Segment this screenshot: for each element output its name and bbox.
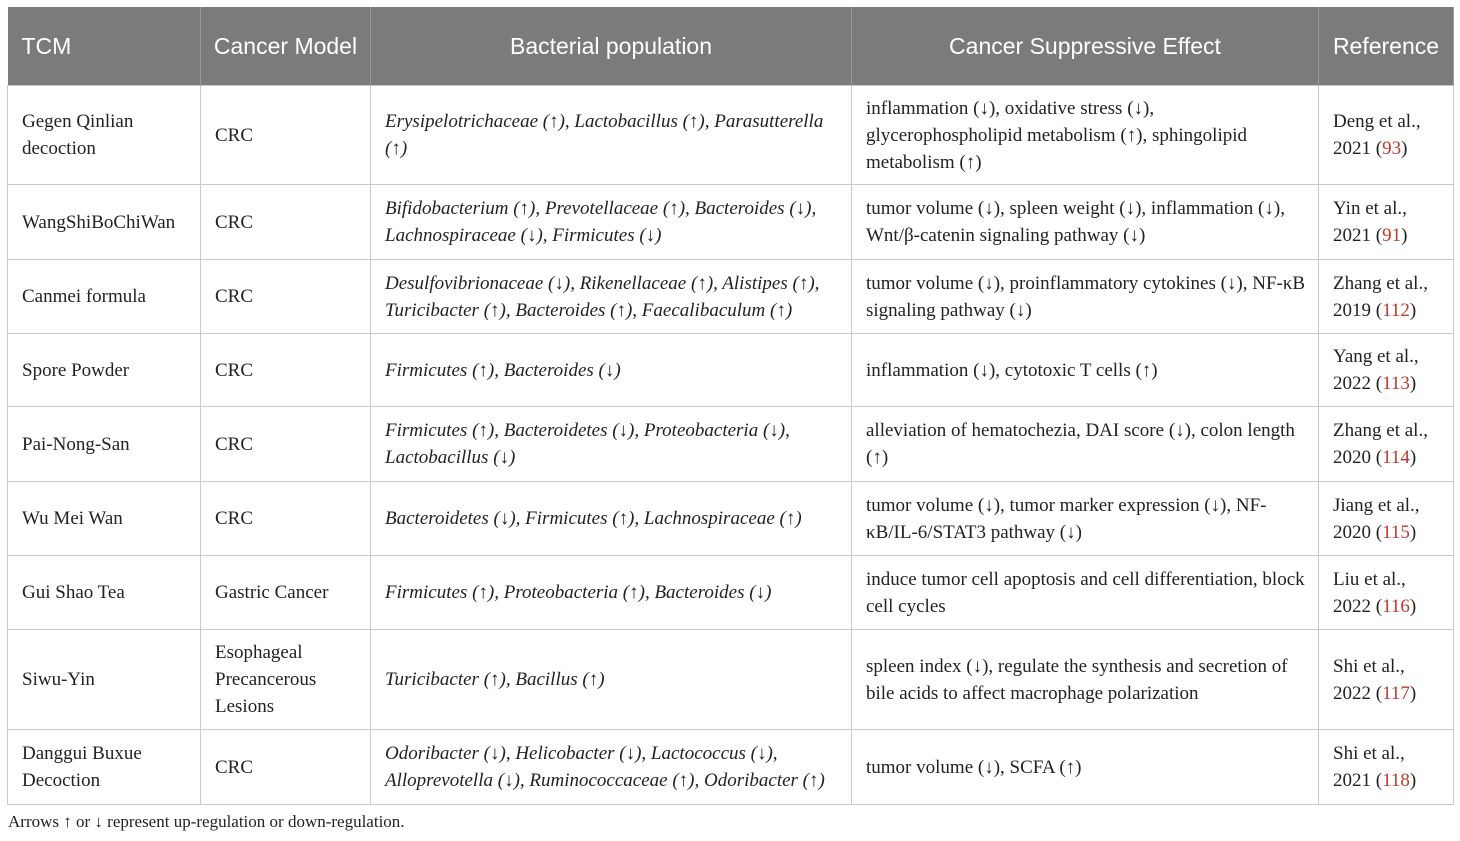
cell-cancer-suppressive-effect: induce tumor cell apoptosis and cell differentiation, block cell cycles [852,556,1319,630]
cell-cancer-model: CRC [201,407,371,482]
table-row [8,334,1454,407]
cell-tcm: WangShiBoChiWan [8,185,201,260]
reference-author: Yang et al., 2022 [1333,346,1419,394]
reference-link[interactable]: 91 [1382,225,1402,246]
header-reference: Reference [1319,7,1454,86]
cell-cancer-suppressive-effect: alleviation of hematochezia, DAI score (↓), colon length (↑) [852,407,1319,482]
cell-cancer-suppressive-effect: tumor volume (↓), proinflammatory cytokines (↓), NF-κB signaling pathway (↓) [852,260,1319,334]
cell-reference: Yang et al., 2022 (113) [1319,334,1454,407]
cell-tcm: Danggui Buxue Decoction [8,730,201,805]
reference-author: Liu et al., 2022 [1333,568,1406,617]
reference-link[interactable]: 113 [1382,373,1410,394]
cell-cancer-suppressive-effect: tumor volume (↓), SCFA (↑) [852,730,1319,805]
table-header [8,7,1454,86]
tcm-table [7,7,1454,805]
cell-cancer-model: CRC [201,86,371,185]
cell-bacterial-population: Desulfovibrionaceae (↓), Rikenellaceae (↑), Alistipes (↑), Turicibacter (↑), Bacteroides (↑), Faecalibaculum (↑) [371,260,852,334]
cell-tcm: Gegen Qinlian decoction [8,86,201,185]
table-row [8,630,1454,730]
table-row [8,86,1454,185]
reference-author: Yin et al., 2021 [1333,198,1407,246]
reference-link[interactable]: 93 [1382,138,1402,159]
cell-cancer-model: CRC [201,185,371,260]
reference-link[interactable]: 116 [1382,595,1410,617]
cell-tcm: Canmei formula [8,260,201,334]
reference-author: Zhang et al., 2020 [1333,420,1428,468]
header-cancer-model: Cancer Model [201,7,371,86]
header-row [8,7,1454,86]
cell-tcm: Spore Powder [8,334,201,407]
cell-cancer-model: CRC [201,730,371,805]
cell-bacterial-population: Firmicutes (↑), Bacteroides (↓) [371,334,852,407]
cell-cancer-model: CRC [201,334,371,407]
cell-tcm: Gui Shao Tea [8,556,201,630]
table-row [8,260,1454,334]
reference-author: Shi et al., 2021 [1333,743,1405,791]
cell-reference: Zhang et al., 2019 (112) [1319,260,1454,334]
cell-cancer-model: CRC [201,482,371,556]
reference-link[interactable]: 115 [1382,521,1410,543]
cell-bacterial-population: Firmicutes (↑), Bacteroidetes (↓), Proteobacteria (↓), Lactobacillus (↓) [371,407,852,482]
cell-bacterial-population: Turicibacter (↑), Bacillus (↑) [371,630,852,730]
table-body [8,86,1454,805]
table-row [8,730,1454,805]
cell-tcm: Pai-Nong-San [8,407,201,482]
cell-bacterial-population: Bifidobacterium (↑), Prevotellaceae (↑), Bacteroides (↓), Lachnospiraceae (↓), Firmicutes (↓) [371,185,852,260]
cell-bacterial-population: Bacteroidetes (↓), Firmicutes (↑), Lachnospiraceae (↑) [371,482,852,556]
cell-bacterial-population: Odoribacter (↓), Helicobacter (↓), Lactococcus (↓), Alloprevotella (↓), Ruminococcaceae (↑), Odoribacter (↑) [371,730,852,805]
cell-cancer-suppressive-effect: spleen index (↓), regulate the synthesis and secretion of bile acids to affect macrophage polarization [852,630,1319,730]
reference-link[interactable]: 118 [1382,770,1410,791]
table-row [8,556,1454,630]
cell-reference: Deng et al., 2021 (93) [1319,86,1454,185]
reference-link[interactable]: 117 [1382,682,1410,704]
table-row [8,482,1454,556]
cell-reference: Shi et al., 2021 (118) [1319,730,1454,805]
cell-tcm: Siwu-Yin [8,630,201,730]
cell-reference: Jiang et al., 2020 (115) [1319,482,1454,556]
cell-cancer-suppressive-effect: inflammation (↓), oxidative stress (↓), glycerophospholipid metabolism (↑), sphingolipid metabolism (↑) [852,86,1319,185]
table-footnote: Arrows ↑ or ↓ represent up-regulation or down-regulation. [8,812,405,831]
cell-reference: Shi et al., 2022 (117) [1319,630,1454,730]
reference-author: Shi et al., 2022 [1333,655,1405,704]
header-cancer-suppressive-effect: Cancer Suppressive Effect [852,7,1319,86]
cell-reference: Zhang et al., 2020 (114) [1319,407,1454,482]
reference-link[interactable]: 112 [1382,299,1410,321]
table-row [8,185,1454,260]
reference-author: Zhang et al., 2019 [1333,272,1428,321]
cell-cancer-model: Gastric Cancer [201,556,371,630]
cell-cancer-suppressive-effect: tumor volume (↓), tumor marker expression (↓), NF-κB/IL-6/STAT3 pathway (↓) [852,482,1319,556]
reference-author: Jiang et al., 2020 [1333,494,1420,543]
cell-cancer-suppressive-effect: tumor volume (↓), spleen weight (↓), inflammation (↓), Wnt/β-catenin signaling pathway (↓) [852,185,1319,260]
header-bacterial-population: Bacterial population [371,7,852,86]
cell-bacterial-population: Erysipelotrichaceae (↑), Lactobacillus (↑), Parasutterella (↑) [371,86,852,185]
cell-bacterial-population: Firmicutes (↑), Proteobacteria (↑), Bacteroides (↓) [371,556,852,630]
reference-author: Deng et al., 2021 [1333,111,1421,159]
cell-tcm: Wu Mei Wan [8,482,201,556]
cell-reference: Yin et al., 2021 (91) [1319,185,1454,260]
table-row [8,407,1454,482]
header-tcm: TCM [8,7,201,86]
cell-cancer-suppressive-effect: inflammation (↓), cytotoxic T cells (↑) [852,334,1319,407]
cell-cancer-model: CRC [201,260,371,334]
cell-reference: Liu et al., 2022 (116) [1319,556,1454,630]
reference-link[interactable]: 114 [1382,447,1410,468]
cell-cancer-model: Esophageal Precancerous Lesions [201,630,371,730]
